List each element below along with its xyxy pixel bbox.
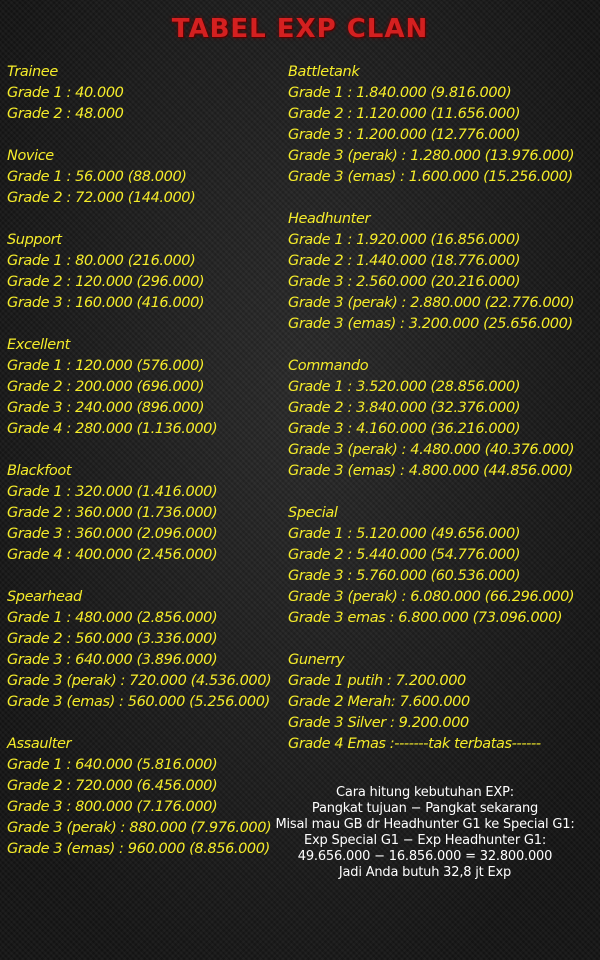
grade-line: Grade 3 (emas) : 1.600.000 (15.256.000) <box>288 169 573 185</box>
rank-heading: Commando <box>288 358 369 374</box>
grade-line: Grade 3 : 160.000 (416.000) <box>7 295 205 311</box>
grade-line: Grade 3 (perak) : 720.000 (4.536.000) <box>7 673 272 689</box>
grade-line: Grade 2 : 48.000 <box>7 106 124 122</box>
grade-line: Grade 2 : 72.000 (144.000) <box>7 190 196 206</box>
rank-heading: Battletank <box>288 64 360 80</box>
rank-heading: Gunerry <box>288 652 345 668</box>
grade-line: Grade 2 : 120.000 (296.000) <box>7 274 205 290</box>
note-line: Misal mau GB dr Headhunter G1 ke Special G1: <box>275 817 575 832</box>
section-spacer <box>288 482 593 503</box>
grade-line: Grade 1 : 320.000 (1.416.000) <box>7 484 218 500</box>
page-title: TABEL EXP CLAN <box>171 14 429 44</box>
section-spacer <box>7 566 279 587</box>
rank-heading: Headhunter <box>288 211 371 227</box>
rank-heading: Special <box>288 505 338 521</box>
grade-line: Grade 3 (emas) : 560.000 (5.256.000) <box>7 694 270 710</box>
note-line: Cara hitung kebutuhan EXP: <box>336 785 514 800</box>
grade-line: Grade 2 : 5.440.000 (54.776.000) <box>288 547 521 563</box>
rank-heading: Excellent <box>7 337 70 353</box>
grade-line: Grade 1 putih : 7.200.000 <box>288 673 466 689</box>
grade-line: Grade 3 (emas) : 4.800.000 (44.856.000) <box>288 463 573 479</box>
grade-line: Grade 3 (emas) : 3.200.000 (25.656.000) <box>288 316 573 332</box>
grade-line: Grade 2 : 1.120.000 (11.656.000) <box>288 106 521 122</box>
grade-line: Grade 2 : 1.440.000 (18.776.000) <box>288 253 521 269</box>
grade-line: Grade 3 : 5.760.000 (60.536.000) <box>288 568 521 584</box>
rank-heading: Assaulter <box>7 736 72 752</box>
grade-line: Grade 2 : 360.000 (1.736.000) <box>7 505 218 521</box>
grade-line: Grade 1 : 640.000 (5.816.000) <box>7 757 218 773</box>
grade-line: Grade 1 : 40.000 <box>7 85 124 101</box>
grade-line: Grade 3 (emas) : 960.000 (8.856.000) <box>7 841 270 857</box>
grade-line: Grade 1 : 480.000 (2.856.000) <box>7 610 218 626</box>
rank-heading: Trainee <box>7 64 58 80</box>
rank-heading: Support <box>7 232 62 248</box>
grade-line: Grade 2 : 720.000 (6.456.000) <box>7 778 218 794</box>
grade-line: Grade 3 : 240.000 (896.000) <box>7 400 205 416</box>
grade-line: Grade 3 : 1.200.000 (12.776.000) <box>288 127 521 143</box>
note-line: Pangkat tujuan − Pangkat sekarang <box>311 801 539 816</box>
rank-heading: Blackfoot <box>7 463 72 479</box>
grade-line: Grade 4 : 400.000 (2.456.000) <box>7 547 218 563</box>
section-spacer <box>7 209 279 230</box>
grade-line: Grade 1 : 1.840.000 (9.816.000) <box>288 85 512 101</box>
grade-line: Grade 2 Merah: 7.600.000 <box>288 694 470 710</box>
section-spacer <box>7 314 279 335</box>
grade-line: Grade 2 : 200.000 (696.000) <box>7 379 205 395</box>
grade-line: Grade 2 : 3.840.000 (32.376.000) <box>288 400 521 416</box>
note-line: Jadi Anda butuh 32,8 jt Exp <box>338 865 512 880</box>
grade-line: Grade 3 : 4.160.000 (36.216.000) <box>288 421 521 437</box>
grade-line: Grade 1 : 3.520.000 (28.856.000) <box>288 379 521 395</box>
right-column <box>288 62 593 755</box>
grade-line: Grade 3 (perak) : 6.080.000 (66.296.000) <box>288 589 575 605</box>
grade-line: Grade 4 Emas :-------tak terbatas------ <box>288 736 541 752</box>
section-spacer <box>288 188 593 209</box>
grade-line: Grade 3 emas : 6.800.000 (73.096.000) <box>288 610 563 626</box>
grade-line: Grade 1 : 120.000 (576.000) <box>7 358 205 374</box>
grade-line: Grade 3 : 640.000 (3.896.000) <box>7 652 218 668</box>
section-spacer <box>288 629 593 650</box>
grade-line: Grade 3 Silver : 9.200.000 <box>288 715 469 731</box>
grade-line: Grade 3 (perak) : 4.480.000 (40.376.000) <box>288 442 575 458</box>
exp-calculation-note <box>250 785 600 881</box>
rank-heading: Spearhead <box>7 589 82 605</box>
note-line: Exp Special G1 − Exp Headhunter G1: <box>303 833 547 848</box>
grade-line: Grade 4 : 280.000 (1.136.000) <box>7 421 218 437</box>
note-line: 49.656.000 − 16.856.000 = 32.800.000 <box>297 849 553 864</box>
grade-line: Grade 1 : 5.120.000 (49.656.000) <box>288 526 521 542</box>
grade-line: Grade 3 : 2.560.000 (20.216.000) <box>288 274 521 290</box>
grade-line: Grade 1 : 1.920.000 (16.856.000) <box>288 232 521 248</box>
section-spacer <box>7 713 279 734</box>
grade-line: Grade 3 (perak) : 880.000 (7.976.000) <box>7 820 272 836</box>
grade-line: Grade 3 : 360.000 (2.096.000) <box>7 526 218 542</box>
section-spacer <box>7 440 279 461</box>
grade-line: Grade 3 : 800.000 (7.176.000) <box>7 799 218 815</box>
section-spacer <box>288 335 593 356</box>
grade-line: Grade 1 : 56.000 (88.000) <box>7 169 187 185</box>
left-column <box>7 62 279 860</box>
grade-line: Grade 3 (perak) : 1.280.000 (13.976.000) <box>288 148 575 164</box>
grade-line: Grade 2 : 560.000 (3.336.000) <box>7 631 218 647</box>
section-spacer <box>7 125 279 146</box>
rank-heading: Novice <box>7 148 54 164</box>
grade-line: Grade 3 (perak) : 2.880.000 (22.776.000) <box>288 295 575 311</box>
grade-line: Grade 1 : 80.000 (216.000) <box>7 253 196 269</box>
